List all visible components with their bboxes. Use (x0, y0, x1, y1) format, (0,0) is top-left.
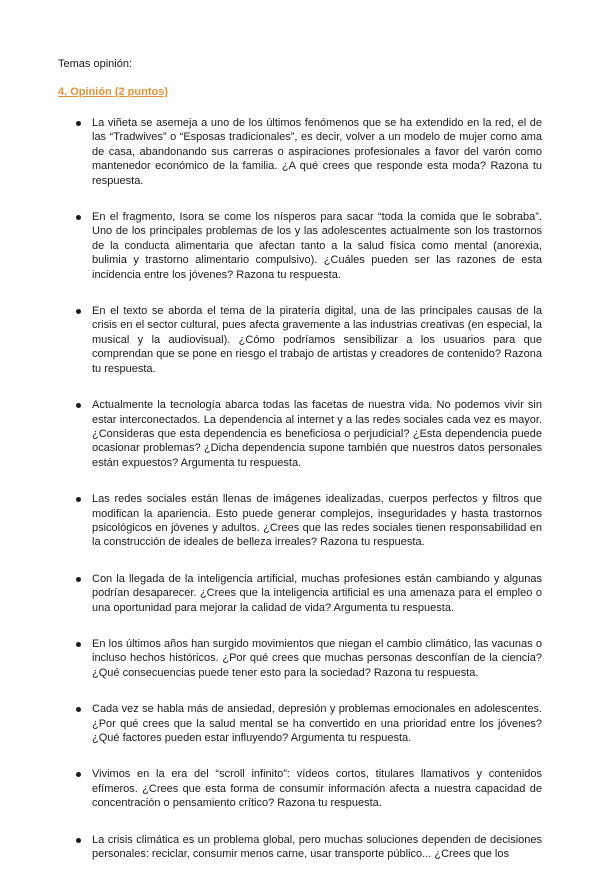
bullet-icon (76, 642, 81, 647)
bullet-icon (76, 121, 81, 126)
bullet-icon (76, 497, 81, 502)
list-item-text: La viñeta se asemeja a uno de los últimos fenómenos que se ha extendido en la red, el de las “Tradwives” o “Esposas tradicionales”, es decir, volver a un modelo de mujer como ama de casa, abandonando sus carreras o aspiraciones profesionales a favor del varón como mantenedor económico de la familia. ¿A qué crees que responde esta moda? Razona tu respuesta. (92, 117, 542, 187)
list-item (92, 398, 542, 470)
bullet-icon (76, 403, 81, 408)
temas-label: Temas opinión: (58, 58, 132, 70)
list-item-text: Vivimos en la era del “scroll infinito”: vídeos cortos, titulares llamativos y contenidos efímeros. ¿Crees que esta forma de consumir información afecta a nuestra capacidad de concentración o pensamiento crítico? Razona tu respuesta. (92, 768, 542, 810)
list-item-text: Cada vez se habla más de ansiedad, depresión y problemas emocionales en adolescentes. ¿Por qué crees que la salud mental se ha convertido en una prioridad entre los jóvenes? ¿Qué factores pueden estar influyendo? Argumenta tu respuesta. (92, 703, 542, 744)
list-item (92, 210, 542, 282)
list-item (92, 833, 542, 862)
list-item (92, 767, 542, 810)
list-item (92, 572, 542, 615)
list-item (92, 116, 542, 188)
list-item (92, 702, 542, 745)
opinion-topic-list (92, 116, 542, 883)
bullet-icon (76, 309, 81, 314)
list-item (92, 492, 542, 550)
bullet-icon (76, 577, 81, 582)
list-item-text: En el texto se aborda el tema de la piratería digital, una de las principales causas de la crisis en el sector cultural, pues afecta gravemente a las industrias creativas (en especial, la musical y la audiovisual). ¿Cómo podríamos sensibilizar a los usuarios para que comprendan que se pone en riesgo el trabajo de artistas y creadores de contenido? Razona tu respuesta. (92, 305, 542, 375)
bullet-icon (76, 838, 81, 843)
bullet-icon (76, 215, 81, 220)
list-item-text: En los últimos años han surgido movimientos que niegan el cambio climático, las vacunas o incluso hechos históricos. ¿Por qué crees que muchas personas desconfían de la ciencia? ¿Qué consecuencias puede tener esto para la sociedad? Razona tu respuesta. (92, 637, 542, 679)
list-item (92, 637, 542, 680)
list-item-text: Las redes sociales están llenas de imágenes idealizadas, cuerpos perfectos y filtros que modifican la apariencia. Esto puede generar complejos, inseguridades y hasta trastornos psicológicos en jóvenes y adultos. ¿Crees que las redes sociales tienen responsabilidad en la construcción de ideales de belleza irreales? Razona tu respuesta. (92, 493, 542, 549)
list-item-text: Actualmente la tecnología abarca todas las facetas de nuestra vida. No podemos vivir sin estar interconectados. La dependencia al internet y a las redes sociales cada vez es mayor. ¿Consideras que esta dependencia es beneficiosa o perjudicial? ¿Esta dependencia puede ocasionar problemas? ¿Dicha dependencia supone también que nuestros datos personales están expuestos? Argumenta tu respuesta. (92, 399, 542, 469)
bullet-icon (76, 772, 81, 777)
section-heading: 4. Opinión (2 puntos) (58, 86, 168, 98)
bullet-icon (76, 707, 81, 712)
list-item (92, 304, 542, 376)
list-item-text: Con la llegada de la inteligencia artificial, muchas profesiones están cambiando y algunas podrían desaparecer. ¿Crees que la inteligencia artificial es una amenaza para el empleo o una oportunidad para mejorar la calidad de vida? Argumenta tu respuesta. (92, 572, 542, 614)
list-item-text: La crisis climática es un problema global, pero muchas soluciones dependen de decisiones personales: reciclar, consumir menos carne, usar transporte público... ¿Crees que los (92, 833, 542, 861)
list-item-text: En el fragmento, Isora se come los nísperos para sacar “toda la comida que le sobraba”. Uno de los principales problemas de los y las adolescentes actualmente son los trastornos de la conducta alimentaria que afectan tanto a la salud física como mental (anorexia, bulimia y trastorno alimentario compulsivo). ¿Cuáles pueden ser las razones de esta incidencia entre los jóvenes? Razona tu respuesta. (92, 211, 542, 281)
